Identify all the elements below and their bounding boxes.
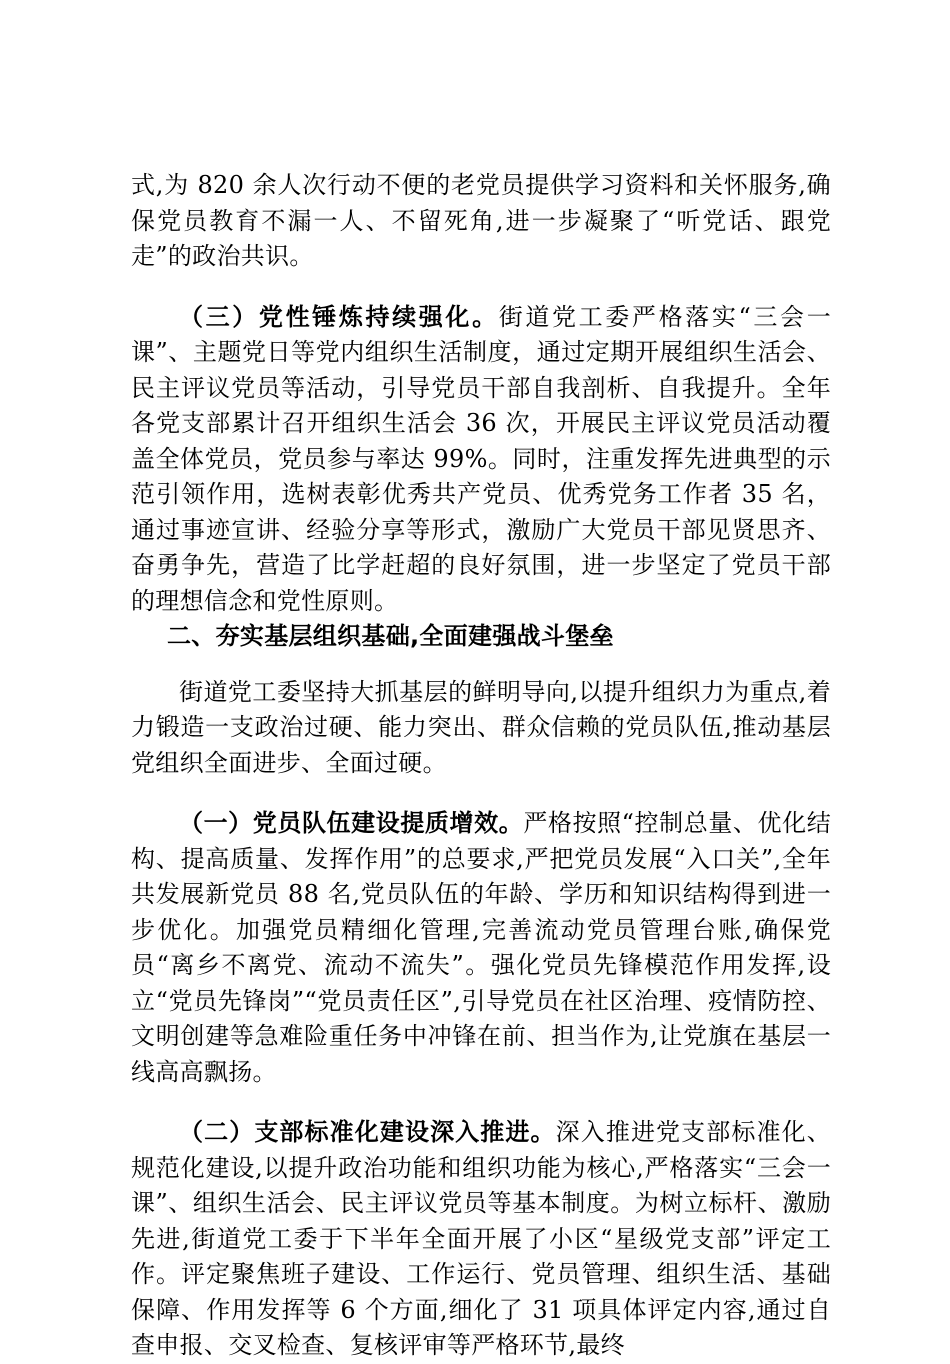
paragraph-intro: 街道党工委坚持大抓基层的鲜明导向,以提升组织力为重点,着力锻造一支政治过硬、能力突出、群众信赖的党员队伍,推动基层党组织全面进步、全面过硬。 <box>131 677 831 777</box>
paragraph-text: 严格按照“控制总量、优化结构、提高质量、发挥作用”的总要求,严把党员发展“入口关”,全年共发展新党员 88 名,党员队伍的年龄、学历和知识结构得到进一步优化。加强党员精细化管理,完善流动党员管理台账,确保党员“离乡不离党、流动不流失”。强化党员先锋模范作用发挥,设立“党员先锋岗”“党员责任区”,引导党员在社区治理、疫情防控、文明创建等急难险重任务中冲锋在前、担当作为,让党旗在基层一线高高飘扬。 <box>131 809 832 1086</box>
paragraph-member-team <box>131 805 831 1090</box>
paragraph-branch-standard <box>131 1114 831 1364</box>
paragraph-lead: （三）党性锤炼持续强化。 <box>179 301 499 331</box>
document-body <box>131 168 831 1364</box>
paragraph-lead: （二）支部标准化建设深入推进。 <box>179 1117 556 1146</box>
paragraph-party-spirit <box>131 299 831 620</box>
paragraph-text: 深入推进党支部标准化、规范化建设,以提升政治功能和组织功能为核心,严格落实“三会一课”、组织生活会、民主评议党员等基本制度。为树立标杆、激励先进,街道党工委于下半年全面开展了小区“星级党支部”评定工作。评定聚焦班子建设、工作运行、党员管理、组织生活、基础保障、作用发挥等 6 个方面,细化了 31 项具体评定内容,通过自查申报、交叉检查、复核评审等严格环节,最终 <box>131 1118 831 1359</box>
paragraph-lead: （一）党员队伍建设提质增效。 <box>179 808 524 837</box>
paragraph-continuation: 式,为 820 余人次行动不便的老党员提供学习资料和关怀服务,确保党员教育不漏一人、不留死角,进一步凝聚了“听党话、跟党走”的政治共识。 <box>131 171 831 270</box>
section-heading: 二、夯实基层组织基础,全面建强战斗堡垒 <box>167 622 614 650</box>
paragraph-text: 街道党工委严格落实“三会一课”、主题党日等党内组织生活制度，通过定期开展组织生活会、民主评议党员等活动，引导党员干部自我剖析、自我提升。全年各党支部累计召开组织生活会 36 次，开展民主评议党员活动覆盖全体党员，党员参与率达 99%。同时，注重发挥先进典型的示范引领作用，选树表彰优秀共产党员、优秀党务工作者 35 名，通过事迹宣讲、经验分享等形式，激励广大党员干部见贤思齐、奋勇争先，营造了比学赶超的良好氛围，进一步坚定了党员干部的理想信念和党性原则。 <box>131 302 831 615</box>
